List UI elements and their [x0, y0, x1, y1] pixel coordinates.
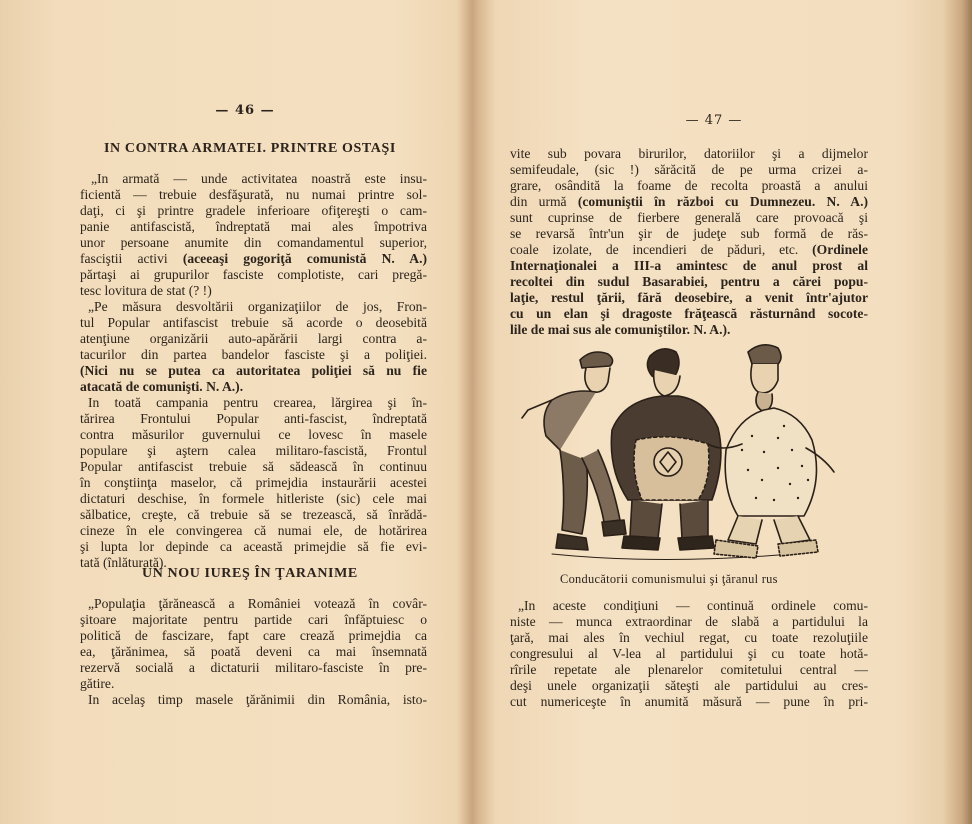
text-line: dictaturi deschise, în formele hitleriste (sic) cele mai [80, 491, 427, 506]
text-plain: fasciştii activi [80, 251, 183, 266]
text-line: ţară, mai ales în vechiul regat, cu toate rezoluţiile [510, 630, 868, 645]
text-line-bold: recoltei din sudul Basarabiei, pentru a cărei popu- [510, 274, 868, 289]
middle-figure [611, 349, 721, 550]
text-bold-note: (aceeaşi gogoriţă comunistă N. A.) [182, 251, 427, 266]
text-line-bold: cu un elan şi dragoste frăţească răsturnând socote- [510, 306, 868, 321]
left-page-number: — 46 — [215, 103, 275, 118]
text-line: populare şi aştern calea militaro-fascistă, Frontul [80, 443, 427, 458]
text-line: grare, osândită la foame de recolta proastă a anului [510, 178, 868, 193]
text-line: „In armată — unde activitatea noastră este insu- [91, 171, 427, 186]
text-line-bold: lile de mai sus ale comuniştilor. N. A.). [510, 322, 731, 337]
text-line: atenţiune organizării auto-apărării largi contra a- [80, 331, 427, 346]
text-line: tul Popular antifascist trebuie să acorde o deosebită [80, 315, 427, 330]
text-line-mixed [510, 242, 868, 258]
text-line-bold: laţie, restul ţării, fără deosebire, a venit într'ajutor [510, 290, 868, 305]
left-page [0, 0, 472, 824]
text-line: politică de fascizare, fapt care crează primejdia ca [80, 628, 427, 643]
text-line: rezervă socială a dictaturii militaro-fasciste în pre- [80, 660, 427, 675]
text-line: părtaşi ai grupurilor fasciste complotiste, cari pregă- [80, 267, 427, 282]
text-plain: din urmă [510, 194, 578, 209]
text-line-mixed [510, 194, 868, 210]
text-bold-note: (Ordinele [812, 242, 868, 257]
text-line: rîrile repetate ale plenarelor comitetului central — [510, 662, 868, 677]
text-line: semifeudale, (sic !) sărăcită de pe urma crizei a- [510, 162, 868, 177]
text-line: daţi, ci şi printre gradele inferioare ofiţereşti o cam- [80, 203, 427, 218]
text-line: panie antifascistă, îndreptată mai ales împotriva [80, 219, 427, 234]
text-line: tărirea Frontului Popular anti-fascist, îndreptată [80, 411, 427, 426]
illustration-caption: Conducătorii comunismului şi ţăranul rus [560, 572, 778, 586]
text-line: şi lupta lor depinde ca această primejdie să fie evi- [80, 539, 427, 554]
text-plain: coale izolate, de incendieri de păduri, etc. [510, 242, 813, 257]
text-line-bold: Internaţionalei a III-a amintesc de anul prost al [510, 258, 868, 273]
text-line: In acelaş timp masele ţărănimii din România, isto- [88, 692, 427, 707]
right-page-number: — 47 — [685, 113, 743, 128]
text-line-mixed [80, 251, 427, 267]
text-line: deşi unele organizaţii săteşti ale partidului au cres- [510, 678, 868, 693]
cartoon-illustration [512, 340, 844, 568]
text-line-bold: atacată de comunişti. N. A.). [80, 379, 244, 394]
text-bold-note: (comuniştii în război cu Dumnezeu. N. A.) [577, 194, 868, 209]
right-page [478, 0, 972, 824]
text-line: niste — munca extraordinar de slabă a partidului la [510, 614, 868, 629]
text-line: „Pe măsura desvoltării organizaţiilor de jos, Fron- [88, 299, 427, 314]
text-line: se revarsă într'un şir de judeţe sub formă de răs- [510, 226, 868, 241]
text-line: tesc lovitura de stat (? !) [80, 283, 212, 298]
text-line: Popular antifascist trebuie să sădească în continuu [80, 459, 427, 474]
text-line: în conştiinţa maselor, că primejdia instaurării acestei [80, 475, 427, 490]
text-line-bold: (Nici nu se putea ca autoritatea poliţiei să nu fie [80, 363, 427, 378]
text-line: şitoare majoritate pentru partide cari înfăptuiesc o [80, 612, 427, 627]
text-line: tată (înlăturată). [80, 555, 167, 570]
text-line: congresului al V-lea al partidului şi cu toate hotă- [510, 646, 868, 661]
text-line: gătire. [80, 676, 115, 691]
text-line: „Populaţia ţărănească a României votează în covâr- [88, 596, 427, 611]
text-line: ficientă — trebuie desfăşurată, nu numai printre sol- [80, 187, 427, 202]
text-line: unor persoane anumite din comandamentul superior, [80, 235, 427, 250]
text-line: tacurilor din partea bandelor fasciste şi a poliţiei. [80, 347, 427, 362]
text-line: In toată campania pentru crearea, lărgirea şi în- [88, 395, 427, 410]
text-line: „In aceste condiţiuni — continuă ordinele comu- [518, 598, 868, 613]
text-line: cut numericeşte în anumită măsură — pune în pri- [510, 694, 868, 709]
heading-armata: IN CONTRA ARMATEI. PRINTRE OSTAŞI [104, 141, 396, 156]
text-line: cineze în ele convingerea că numai ele, de hotărirea [80, 523, 427, 538]
right-figure [708, 345, 834, 558]
text-line: sunt cuprinse de fierbere generală care provoacă şi [510, 210, 868, 225]
text-line: sălbatice, creşte, că trebuie să se trezească, să înrădă- [80, 507, 427, 522]
left-figure [522, 352, 626, 550]
text-line: vite sub povara birurilor, datoriilor şi a dijmelor [510, 146, 868, 161]
text-line: contra măsurilor guvernului ce lovesc în masele [80, 427, 427, 442]
text-line: ea, ţărănimea, să poată deveni ca mai însemnată [80, 644, 427, 659]
heading-taranime: UN NOU IUREŞ ÎN ŢARANIME [142, 566, 358, 581]
